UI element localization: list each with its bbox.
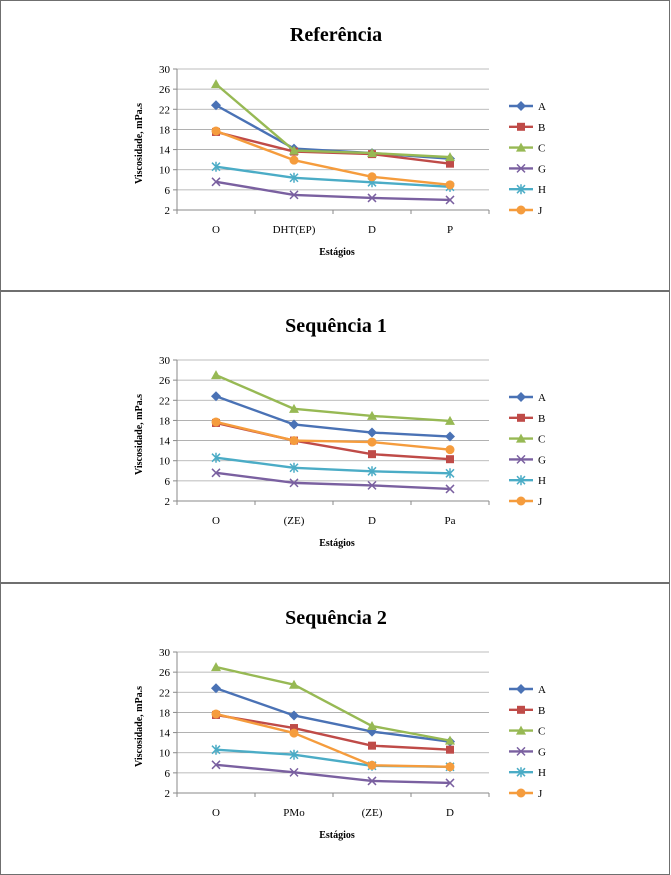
legend-label: G [538, 746, 546, 759]
data-point [212, 709, 221, 718]
data-point [446, 455, 454, 463]
x-tick-label: D [368, 515, 376, 527]
chart-panel [0, 583, 670, 875]
y-tick-label: 22 [159, 395, 170, 408]
legend-label: C [538, 142, 546, 155]
x-tick-label: DHT(EP) [272, 224, 316, 236]
x-tick-label: O [212, 224, 220, 236]
y-tick-label: 22 [159, 104, 170, 117]
data-point [368, 438, 377, 447]
y-tick-label: 10 [159, 455, 170, 468]
data-point [445, 432, 455, 442]
data-point [368, 172, 377, 181]
data-point [446, 762, 455, 771]
chart-panel [0, 0, 670, 291]
series-line [216, 132, 450, 164]
y-tick-label: 6 [164, 767, 170, 780]
y-tick-label: 2 [164, 496, 170, 508]
data-point [446, 180, 455, 189]
chart-title: Sequência 2 [285, 607, 387, 629]
legend-item [509, 726, 545, 738]
data-point [368, 450, 376, 458]
legend-label: G [538, 163, 546, 176]
legend-item [509, 205, 543, 217]
y-tick-label: 6 [164, 184, 170, 197]
legend-label: B [538, 121, 546, 134]
legend-item [509, 496, 543, 508]
legend-label: A [538, 101, 546, 113]
series-C [211, 370, 455, 425]
y-axis-label: Viscosidade, mPa.s [134, 685, 145, 768]
legend-item [509, 475, 546, 487]
data-point [289, 710, 299, 720]
legend-item [509, 434, 545, 446]
line-chart [1, 1, 670, 291]
legend-label: J [538, 788, 543, 800]
legend-marker [517, 497, 526, 506]
x-tick-label: O [212, 807, 220, 819]
y-axis-label: Viscosidade, mPa.s [134, 393, 145, 476]
y-tick-label: 26 [159, 667, 170, 680]
series-line [216, 131, 450, 185]
x-axis-label: Estágios [319, 247, 355, 258]
legend-marker [516, 101, 526, 111]
y-tick-label: 30 [159, 64, 170, 76]
y-tick-label: 10 [159, 164, 170, 177]
series-line [216, 458, 450, 474]
x-tick-label: (ZE) [361, 807, 383, 819]
data-point [211, 79, 221, 88]
legend-item [509, 392, 546, 404]
series-G [212, 761, 454, 787]
x-tick-label: Pa [444, 515, 456, 527]
legend-label: H [538, 475, 546, 488]
series-B [212, 128, 454, 168]
y-tick-label: 6 [164, 475, 170, 488]
chart-title: Sequência 1 [285, 315, 387, 337]
y-tick-label: 14 [159, 144, 170, 157]
y-tick-label: 14 [159, 727, 170, 740]
legend-label: H [538, 767, 546, 780]
x-tick-label: D [446, 807, 454, 819]
x-tick-label: P [446, 224, 454, 236]
legend-item [509, 705, 545, 717]
legend-marker [517, 414, 525, 422]
x-tick-label: D [368, 224, 376, 236]
legend-marker [517, 123, 525, 131]
x-tick-label: PMo [283, 807, 305, 819]
x-tick-label: O [212, 515, 220, 527]
x-axis-label: Estágios [319, 830, 355, 841]
data-point [211, 391, 221, 401]
y-tick-label: 18 [159, 124, 170, 137]
y-tick-label: 30 [159, 647, 170, 659]
legend-item [509, 413, 545, 425]
y-tick-label: 10 [159, 747, 170, 760]
y-tick-label: 2 [164, 205, 170, 217]
y-tick-label: 30 [159, 355, 170, 367]
legend-item [509, 454, 546, 466]
y-tick-label: 14 [159, 435, 170, 448]
legend-item [509, 184, 546, 196]
chart-panel [0, 291, 670, 583]
data-point [211, 370, 221, 379]
legend-item [509, 143, 545, 155]
legend-item [509, 163, 546, 175]
series-line [216, 84, 450, 157]
y-axis-label: Viscosidade, mPa.s [134, 102, 145, 185]
legend-marker [517, 206, 526, 215]
y-tick-label: 18 [159, 415, 170, 428]
data-point [290, 729, 299, 738]
legend-item [509, 788, 543, 800]
data-point [211, 662, 221, 671]
y-tick-label: 2 [164, 788, 170, 800]
series-line [216, 750, 450, 767]
legend-label: A [538, 684, 546, 696]
legend-item [509, 122, 545, 134]
data-point [212, 417, 221, 426]
data-point [212, 126, 221, 135]
legend-item [509, 746, 546, 758]
x-tick-label: (ZE) [283, 515, 305, 527]
legend-marker [516, 392, 526, 402]
data-point [289, 419, 299, 429]
legend-item [509, 101, 546, 113]
legend-label: B [538, 412, 546, 425]
line-chart [1, 584, 670, 875]
legend-label: J [538, 205, 543, 217]
legend-marker [516, 684, 526, 694]
data-point [446, 445, 455, 454]
series-J [212, 709, 455, 771]
series-line [216, 375, 450, 421]
legend-label: C [538, 433, 546, 446]
data-point [290, 156, 299, 165]
data-point [290, 436, 299, 445]
legend-item [509, 684, 546, 696]
series-A [211, 391, 455, 441]
legend-marker [517, 789, 526, 798]
legend-label: H [538, 184, 546, 197]
chart-title: Referência [289, 24, 383, 46]
data-point [211, 683, 221, 693]
legend-label: G [538, 454, 546, 467]
line-chart [1, 292, 670, 583]
legend-label: C [538, 725, 546, 738]
y-tick-label: 26 [159, 375, 170, 388]
legend-item [509, 767, 546, 779]
series-C [211, 79, 455, 161]
legend-label: J [538, 496, 543, 508]
y-tick-label: 18 [159, 707, 170, 720]
legend-marker [517, 706, 525, 714]
data-point [446, 746, 454, 754]
legend-label: B [538, 704, 546, 717]
series-line [216, 667, 450, 741]
legend-label: A [538, 392, 546, 404]
series-line [216, 714, 450, 767]
data-point [211, 100, 221, 110]
data-point [367, 428, 377, 438]
data-point [368, 742, 376, 750]
y-tick-label: 26 [159, 84, 170, 97]
data-point [368, 761, 377, 770]
y-tick-label: 22 [159, 687, 170, 700]
x-axis-label: Estágios [319, 538, 355, 549]
